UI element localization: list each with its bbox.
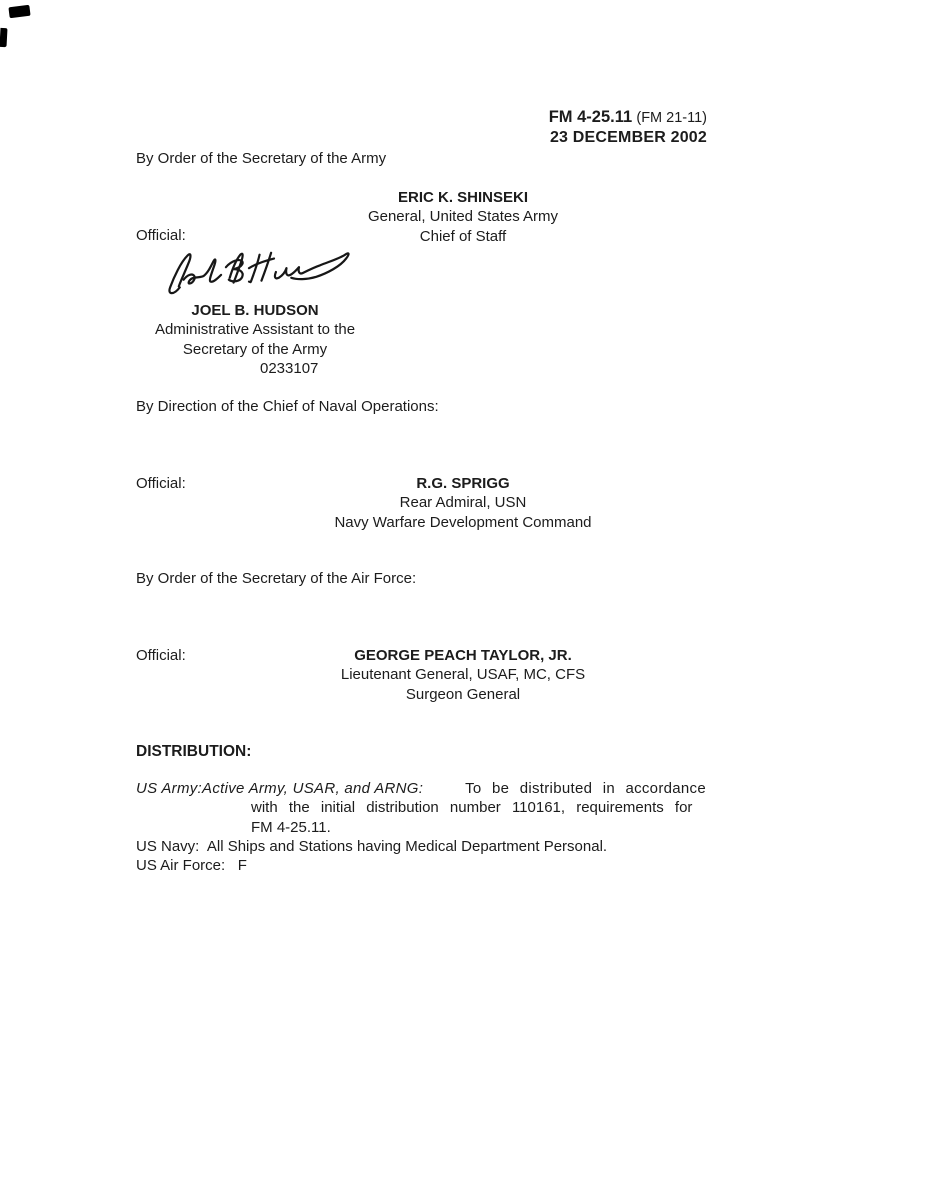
air-force-officer-name: GEORGE PEACH TAYLOR, JR. bbox=[354, 647, 572, 664]
navy-order-line: By Direction of the Chief of Naval Operations: bbox=[136, 398, 439, 415]
navy-signature-block bbox=[0, 474, 926, 532]
navy-official-label: Official: bbox=[136, 475, 186, 492]
distribution-army-entry-scope: US Army:Active Army, USAR, and ARNG: bbox=[136, 780, 424, 797]
army-signer-id-number: 0233107 bbox=[260, 359, 319, 377]
air-force-official-label: Official: bbox=[136, 647, 186, 664]
air-force-signature-block bbox=[0, 646, 926, 704]
scan-artifact-mark bbox=[0, 28, 7, 47]
manual-header bbox=[549, 107, 707, 148]
distribution-army-entry-line3: FM 4-25.11. bbox=[251, 818, 331, 836]
army-official-label: Official: bbox=[136, 227, 186, 244]
army-order-line: By Order of the Secretary of the Army bbox=[136, 150, 387, 167]
army-chief-name: ERIC K. SHINSEKI bbox=[397, 189, 529, 206]
army-signer-title2: Secretary of the Army bbox=[182, 340, 328, 358]
army-chief-title2: Chief of Staff bbox=[419, 227, 507, 245]
navy-officer-name: R.G. SPRIGG bbox=[416, 475, 510, 492]
distribution-army-entry bbox=[136, 779, 706, 798]
air-force-officer-title2: Surgeon General bbox=[405, 685, 521, 703]
manual-date: 23 DECEMBER 2002 bbox=[549, 129, 707, 146]
manual-old-number: (FM 21-11) bbox=[636, 110, 707, 126]
navy-officer-title2: Navy Warfare Development Command bbox=[334, 513, 592, 531]
signature-joel-b-hudson bbox=[160, 247, 362, 297]
manual-number: FM 4-25.11 bbox=[548, 108, 633, 126]
navy-officer-title1: Rear Admiral, USN bbox=[399, 494, 527, 512]
manual-number-line bbox=[549, 107, 707, 128]
air-force-officer-title1: Lieutenant General, USAF, MC, CFS bbox=[340, 666, 586, 684]
air-force-order-line: By Order of the Secretary of the Air Force: bbox=[136, 570, 417, 587]
distribution-navy-entry: US Navy: All Ships and Stations having Medical Department Personal. bbox=[136, 837, 608, 855]
army-signer-block bbox=[143, 301, 367, 378]
distribution-army-entry-text: To be distributed in accordance bbox=[465, 780, 706, 797]
distribution-army-entry-line2: with the initial distribution number 110161, requirements for bbox=[251, 799, 693, 817]
army-signer-title1: Administrative Assistant to the bbox=[154, 321, 356, 339]
distribution-heading: DISTRIBUTION: bbox=[136, 743, 252, 760]
distribution-paragraph bbox=[136, 779, 706, 875]
army-signer-name: JOEL B. HUDSON bbox=[191, 302, 319, 319]
army-chief-title1: General, United States Army bbox=[367, 208, 559, 226]
scan-artifact-mark bbox=[8, 5, 30, 18]
distribution-air-force-entry: US Air Force: F bbox=[136, 857, 247, 875]
